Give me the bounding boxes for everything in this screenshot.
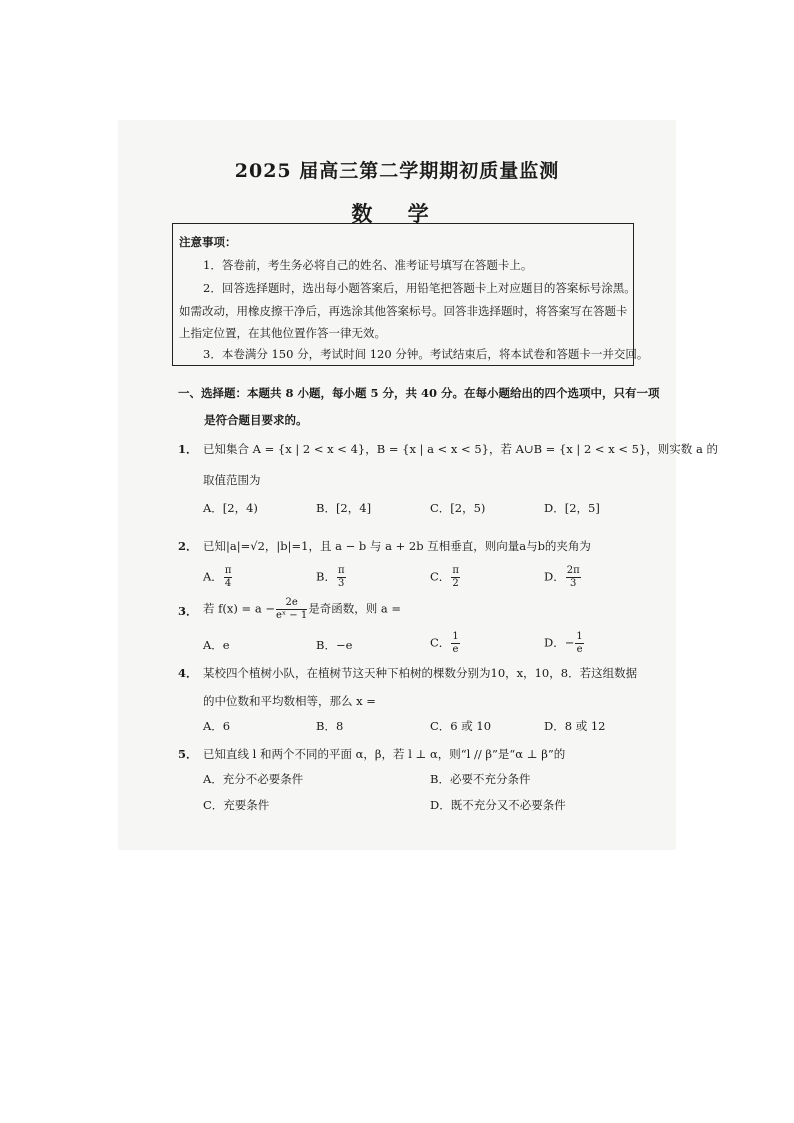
question-2-option-b bbox=[316, 566, 347, 589]
question-5-option-b: B．必要不充分条件 bbox=[430, 772, 531, 786]
fraction bbox=[575, 632, 583, 655]
question-3-text bbox=[203, 598, 401, 621]
fraction-denominator: e bbox=[452, 644, 459, 655]
option-label: D．− bbox=[544, 635, 575, 650]
question-4-number: 4． bbox=[178, 666, 198, 680]
question-4-option-d: D．8 或 12 bbox=[544, 719, 606, 733]
question-3-number: 3． bbox=[178, 604, 198, 618]
question-4-text-line-2: 的中位数和平均数相等，那么 x = bbox=[203, 694, 376, 708]
notice-item-1: 1．答卷前，考生务必将自己的姓名、准考证号填写在答题卡上。 bbox=[203, 258, 533, 272]
option-label: C． bbox=[430, 569, 451, 584]
fraction-numerator: π bbox=[452, 565, 459, 576]
fraction-numerator: 1 bbox=[452, 631, 459, 642]
fraction bbox=[337, 566, 346, 589]
fraction bbox=[451, 566, 460, 589]
question-3-option-b: B．−e bbox=[316, 638, 353, 652]
fraction-numerator: 2e bbox=[276, 598, 307, 610]
question-3-option-d bbox=[544, 632, 585, 655]
section-heading-line-1: 一、选择题：本题共 8 小题，每小题 5 分，共 40 分。在每小题给出的四个选项中，只有一项 bbox=[178, 386, 660, 400]
fraction-numerator: 2π bbox=[566, 565, 580, 576]
option-label: C． bbox=[430, 635, 451, 650]
question-5-option-c: C．充要条件 bbox=[203, 798, 270, 812]
question-2-option-d bbox=[544, 566, 582, 589]
question-5-text: 已知直线 l 和两个不同的平面 α，β，若 l ⊥ α，则“l // β”是“α ⊥ β”的 bbox=[203, 747, 566, 761]
question-2-text: 已知|a|=√2，|b|=1，且 a − b 与 a + 2b 互相垂直，则向量a与b的夹角为 bbox=[203, 539, 591, 553]
question-2-option-c bbox=[430, 566, 461, 589]
option-label: A． bbox=[203, 569, 223, 584]
fraction-denominator: 2 bbox=[452, 578, 459, 589]
question-3-text-post: 是奇函数，则 a = bbox=[308, 601, 402, 616]
question-3-option-a: A．e bbox=[203, 638, 230, 652]
fraction-denominator: 4 bbox=[224, 578, 232, 589]
notice-box bbox=[172, 223, 649, 366]
fraction-numerator: π bbox=[337, 565, 345, 576]
question-1-text-line-1: 已知集合 A = {x | 2 < x < 4}，B = {x | a < x < 5}，若 A∪B = {x | 2 < x < 5}，则实数 a 的 bbox=[203, 442, 718, 456]
fraction-denominator: 3 bbox=[338, 578, 345, 589]
question-1-option-c: C．[2，5) bbox=[430, 501, 486, 515]
fraction bbox=[276, 598, 307, 621]
option-label: D． bbox=[544, 569, 565, 584]
fraction-numerator: 1 bbox=[576, 631, 583, 642]
fraction-denominator: eˣ − 1 bbox=[275, 610, 308, 621]
fraction-denominator: 3 bbox=[570, 578, 577, 589]
question-3-option-c bbox=[430, 632, 461, 655]
fraction-denominator: e bbox=[576, 644, 583, 655]
subject-title: 数 学 bbox=[351, 201, 443, 226]
question-5-option-d: D．既不充分又不必要条件 bbox=[430, 798, 566, 812]
fraction-numerator: π bbox=[224, 565, 232, 576]
question-4-option-c: C．6 或 10 bbox=[430, 719, 492, 733]
question-1-number: 1． bbox=[178, 442, 198, 456]
question-5-option-a: A．充分不必要条件 bbox=[203, 772, 304, 786]
question-4-option-a: A．6 bbox=[203, 719, 231, 733]
notice-item-2-line-1: 2．回答选择题时，选出每小题答案后，用铅笔把答题卡上对应题目的答案标号涂黑。 bbox=[203, 281, 636, 295]
fraction bbox=[566, 566, 581, 589]
question-2-number: 2． bbox=[178, 539, 198, 553]
question-4-text-line-1: 某校四个植树小队，在植树节这天种下柏树的棵数分别为10，x，10，8．若这组数据 bbox=[203, 666, 638, 680]
section-heading-line-2: 是符合题目要求的。 bbox=[204, 413, 308, 427]
notice-item-2-line-2: 如需改动，用橡皮擦干净后，再选涂其他答案标号。回答非选择题时，将答案写在答题卡 bbox=[179, 304, 628, 318]
question-4-option-b: B．8 bbox=[316, 719, 344, 733]
fraction bbox=[224, 566, 233, 589]
notice-item-2-line-3: 上指定位置，在其他位置作答一律无效。 bbox=[179, 326, 386, 340]
question-2-option-a bbox=[203, 566, 233, 589]
option-label: B． bbox=[316, 569, 336, 584]
question-1-option-d: D．[2，5] bbox=[544, 501, 600, 515]
question-1-option-b: B．[2，4] bbox=[316, 501, 372, 515]
question-1-option-a: A．[2，4) bbox=[203, 501, 258, 515]
notice-heading: 注意事项： bbox=[179, 235, 237, 249]
fraction bbox=[451, 632, 459, 655]
exam-title: 2025 届高三第二学期期初质量监测 bbox=[234, 160, 560, 182]
notice-item-3: 3．本卷满分 150 分，考试时间 120 分钟。考试结束后，将本试卷和答题卡一并交回。 bbox=[203, 347, 649, 361]
question-1-text-line-2: 取值范围为 bbox=[203, 473, 261, 487]
question-5-number: 5． bbox=[178, 747, 198, 761]
question-3-text-pre: 若 f(x) = a − bbox=[203, 601, 275, 616]
